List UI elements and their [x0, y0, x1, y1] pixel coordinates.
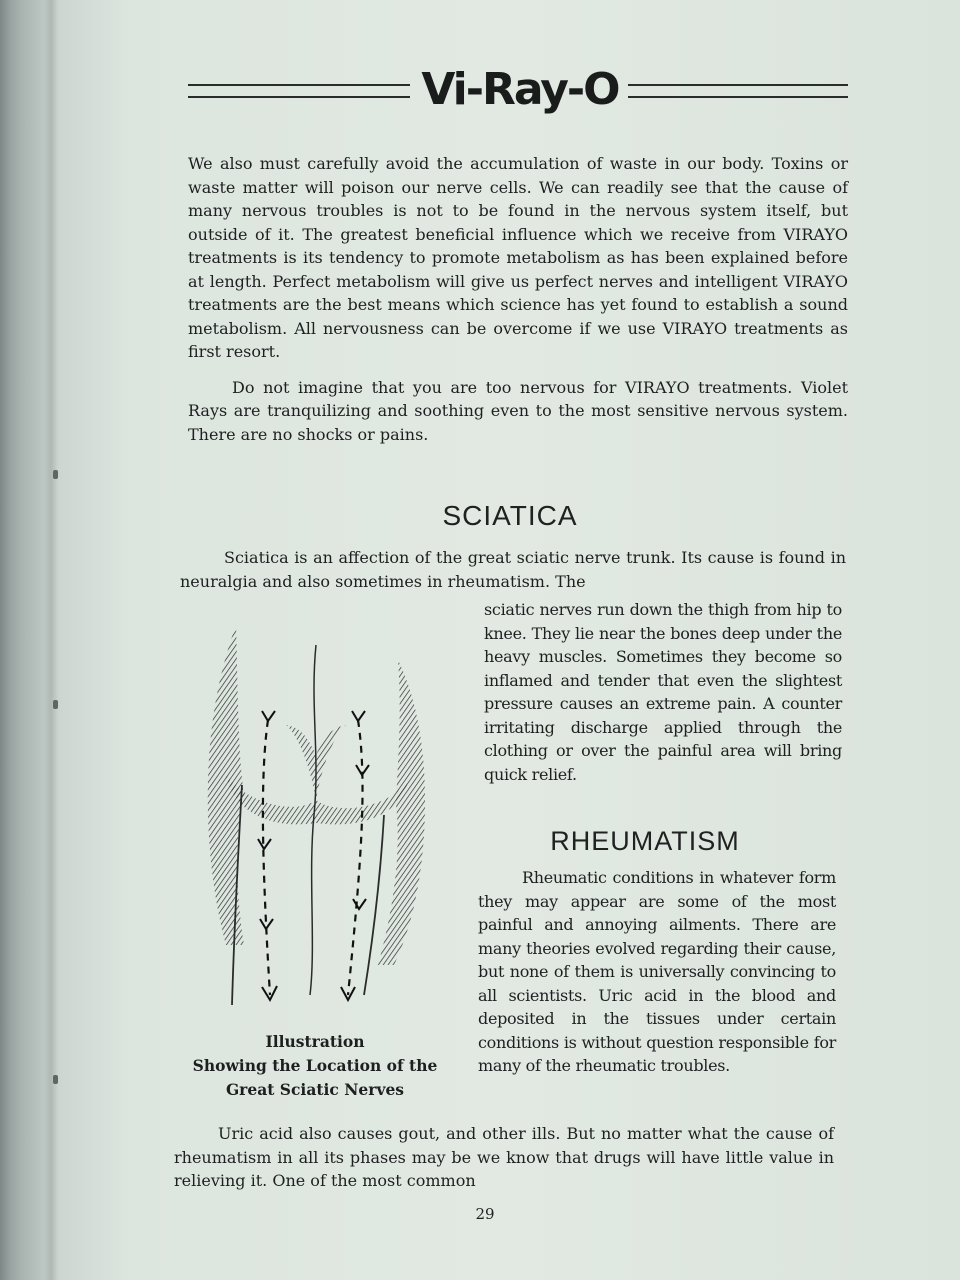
rheumatism-paragraph-bottom: Uric acid also causes gout, and other ills. But no matter what the cause of rheumatism in all its phases may be we know that drugs will have little value in relieving it. One of the most common — [174, 1124, 834, 1190]
left-thigh-shading — [208, 625, 244, 945]
caption-line-3: Great Sciatic Nerves — [225, 1080, 405, 1099]
intro-paragraph-2: Do not imagine that you are too nervous for VIRAYO treatments. Violet Rays are tranquilizing and soothing even to the most sensitive nervous system. There are no shocks or pains. — [188, 377, 848, 444]
intro-paragraph-1: We also must carefully avoid the accumulation of waste in our body. Toxins or waste matter will poison our nerve cells. We can readily see that the cause of many nervous troubles is not to be found in the nervous system itself, but outside of it. The greatest beneficial influence which we receive from VIRAYO treatments is its tendency to promote metabolism as has been explained before at length. Perfect metabolism will give us perfect nerves and intelligent VIRAYO treatments are the best means which science has yet found to establish a sound metabolism. All nervousness can be overcome if we use VIRAYO treatments as first resort. — [188, 154, 848, 361]
sciatic-nerves-illustration — [198, 615, 438, 1020]
sciatica-column — [484, 598, 842, 786]
caption-line-1: Illustration — [265, 1032, 365, 1051]
booklet-page — [150, 0, 880, 1280]
page-header — [188, 62, 848, 122]
sciatica-heading: SCIATICA — [442, 500, 578, 531]
right-nerve-low-arrow — [353, 899, 366, 909]
left-nerve-top-arrow — [262, 711, 275, 721]
rheumatism-paragraph-right: Rheumatic conditions in whatever form they may appear are some of the most painful and annoying ailments. There are many theories evolved regarding their cause, but none of them is universally convincing to all scientists. Uric acid in the blood and deposited in the tissues under certain conditions is without question responsible for many of the rheumatic troubles. — [478, 868, 836, 1075]
left-sciatic-nerve-path — [263, 720, 270, 995]
virayo-logo: Vi-Ray-O — [421, 64, 619, 115]
right-nerve-top-arrow — [352, 711, 365, 721]
book-binding — [44, 0, 58, 1280]
intro-section — [188, 152, 848, 446]
header-rule-right — [628, 84, 848, 98]
sciatica-paragraph-full: Sciatica is an affection of the great sciatic nerve trunk. Its cause is found in neuralgia and also sometimes in rheumatism. The — [180, 548, 846, 591]
rheumatism-bottom — [174, 1122, 834, 1193]
right-leg-outline — [364, 815, 384, 995]
right-sciatic-nerve-path — [348, 720, 363, 995]
illustration-caption — [170, 1030, 460, 1102]
rheumatism-heading: RHEUMATISM — [550, 826, 740, 856]
header-rule-left — [188, 84, 410, 98]
right-nerve-upper-arrow — [356, 765, 369, 775]
binding-staple — [53, 700, 58, 709]
page-number: 29 — [475, 1205, 495, 1223]
sciatica-paragraph-right: sciatic nerves run down the thigh from hip to knee. They lie near the bones deep under the heavy muscles. Sometimes they become so inflamed and tender that even the slightest pressure causes an extreme pain. A counter irritating discharge applied through the clothing or over the painful area will bring quick relief. — [484, 600, 842, 784]
rheumatism-column — [478, 866, 836, 1078]
binding-staple — [53, 1075, 58, 1084]
sciatica-intro — [180, 546, 846, 593]
binding-staple — [53, 470, 58, 479]
right-thigh-shading — [378, 660, 425, 965]
caption-line-2: Showing the Location of the — [192, 1056, 438, 1075]
left-nerve-mid-arrow — [258, 839, 271, 849]
